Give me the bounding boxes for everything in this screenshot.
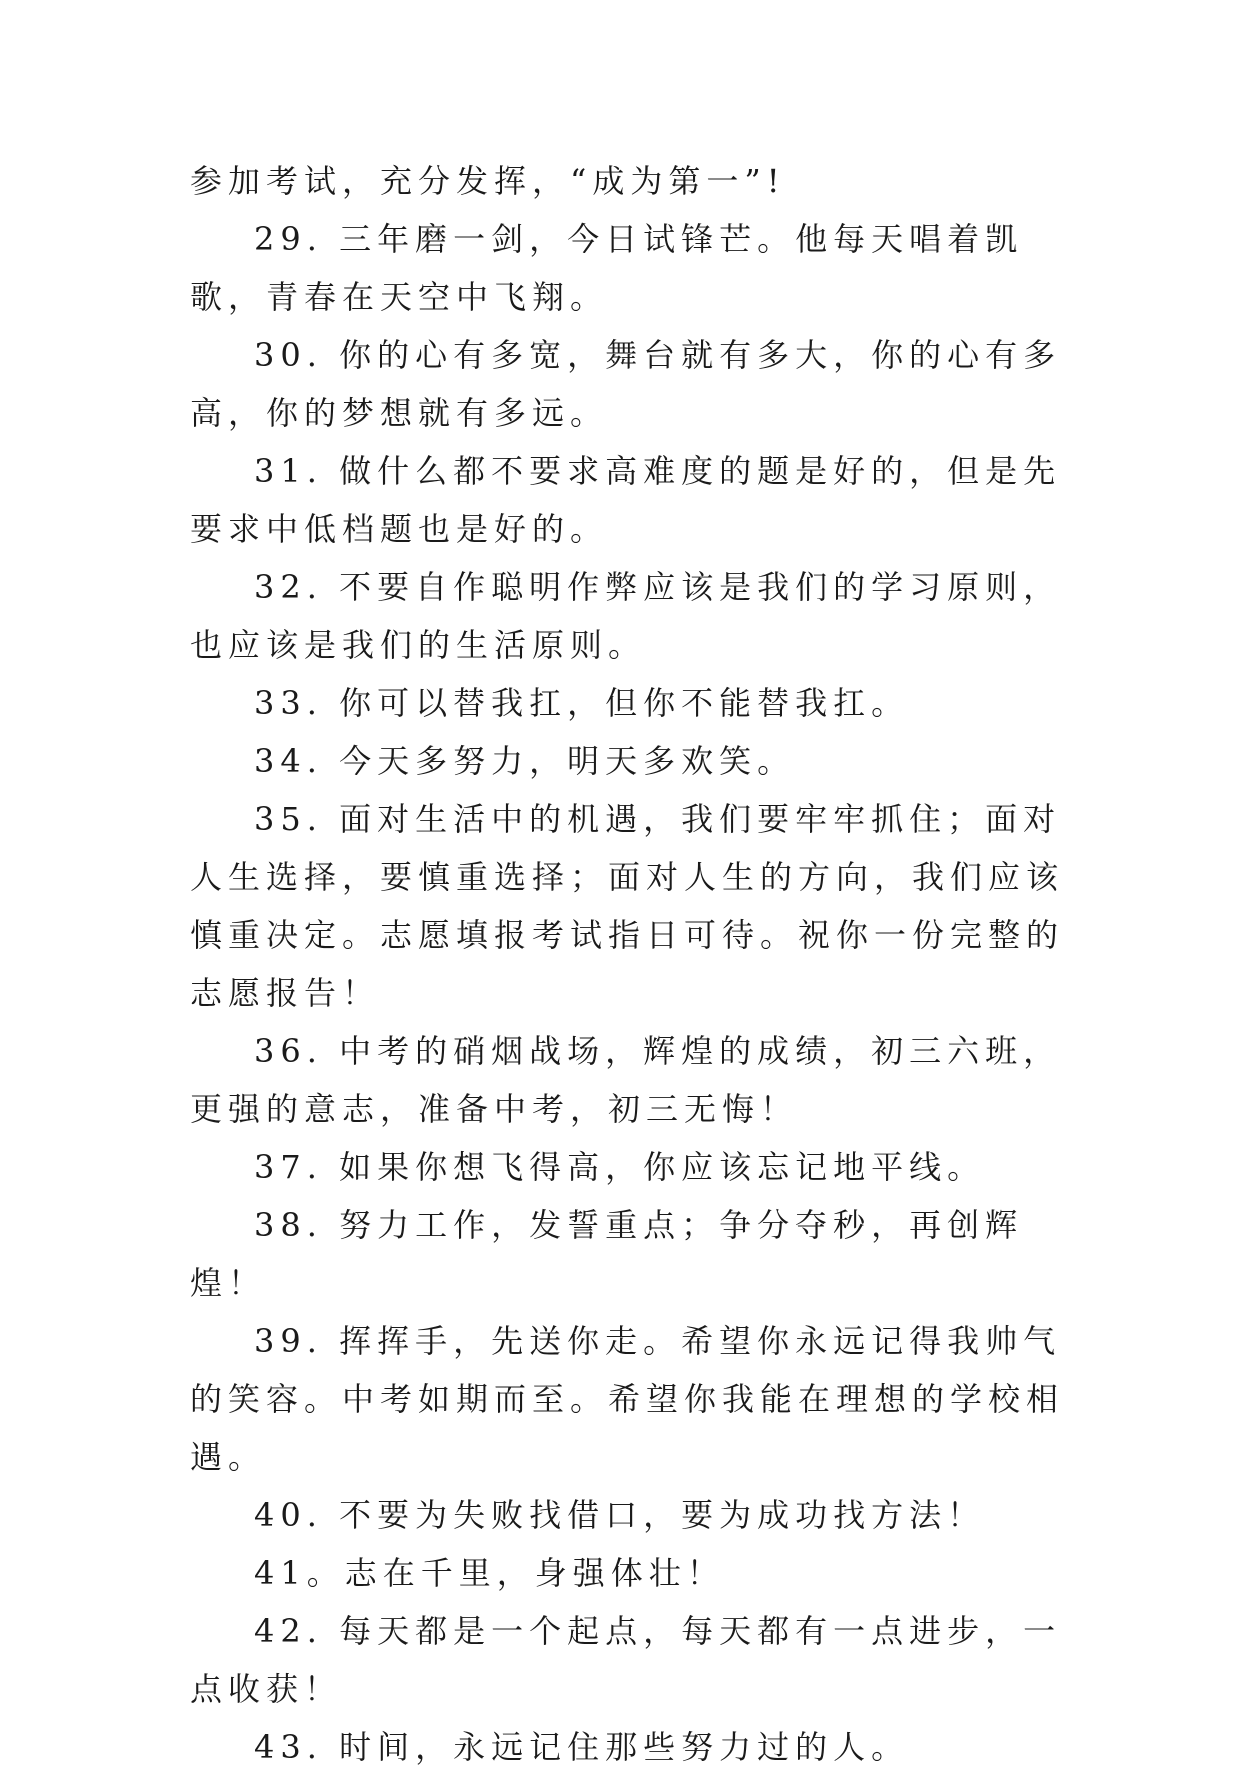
paragraph-item-37: 37. 如果你想飞得高，你应该忘记地平线。 <box>254 1148 986 1186</box>
paragraph-item-38: 38. 努力工作，发誓重点；争分夺秒，再创辉煌！ <box>190 1206 1024 1302</box>
paragraph-item-33: 33. 你可以替我扛，但你不能替我扛。 <box>254 684 910 722</box>
paragraph-item-42: 42. 每天都是一个起点，每天都有一点进步，一点收获！ <box>190 1612 1062 1708</box>
paragraph-item-29: 29. 三年磨一剑，今日试锋芒。他每天唱着凯歌，青春在天空中飞翔。 <box>190 220 1024 316</box>
paragraph-item-32: 32. 不要自作聪明作弊应该是我们的学习原则，也应该是我们的生活原则。 <box>190 568 1062 664</box>
paragraph-item-31: 31. 做什么都不要求高难度的题是好的，但是先要求中低档题也是好的。 <box>190 452 1062 548</box>
paragraph-item-43: 43. 时间，永远记住那些努力过的人。 <box>254 1728 910 1766</box>
paragraph-continuation: 参加考试，充分发挥，“成为第一”! <box>190 162 786 200</box>
paragraph-item-40: 40. 不要为失败找借口，要为成功找方法！ <box>254 1496 986 1534</box>
paragraph-item-35: 35. 面对生活中的机遇，我们要牢牢抓住；面对人生选择，要慎重选择；面对人生的方向，我们应该慎重决定。志愿填报考试指日可待。祝你一份完整的志愿报告！ <box>190 800 1065 1012</box>
document-body <box>190 152 1070 1776</box>
paragraph-item-36: 36. 中考的硝烟战场，辉煌的成绩，初三六班，更强的意志，准备中考，初三无悔！ <box>190 1032 1062 1128</box>
paragraph-item-41: 41。志在千里，身强体壮！ <box>254 1554 725 1592</box>
paragraph-item-30: 30. 你的心有多宽，舞台就有多大，你的心有多高，你的梦想就有多远。 <box>190 336 1062 432</box>
paragraph-item-39: 39. 挥挥手，先送你走。希望你永远记得我帅气的笑容。中考如期而至。希望你我能在理想的学校相遇。 <box>190 1322 1065 1476</box>
paragraph-item-34: 34. 今天多努力，明天多欢笑。 <box>254 742 796 780</box>
